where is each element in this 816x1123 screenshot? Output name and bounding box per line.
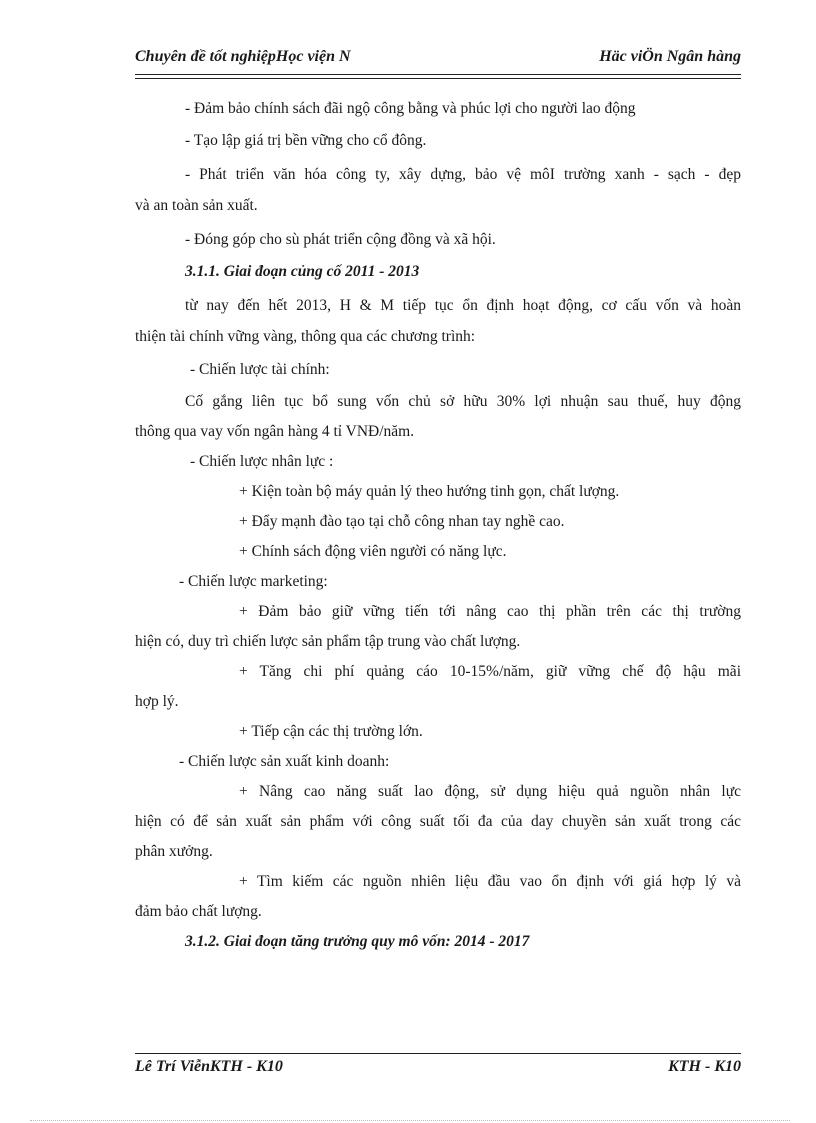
list-item: + Kiện toàn bộ máy quản lý theo hướng tinh gọn, chất lượng. [239, 483, 620, 500]
page-header [135, 48, 741, 66]
paragraph-line: phân xưởng. [135, 843, 213, 860]
list-item: + Đẩy mạnh đào tạo tại chỗ công nhan tay nghề cao. [239, 513, 565, 530]
header-rule [135, 74, 741, 79]
list-heading: - Chiến lược marketing: [179, 573, 328, 590]
paragraph-line: và an toàn sản xuất. [135, 197, 258, 214]
header-left: Chuyên đề tốt nghiệpHọc viện N [135, 48, 351, 65]
paragraph-line: - Đảm bảo chính sách đãi ngộ công bằng và phúc lợi cho người lao động [185, 100, 636, 117]
paragraph-line: hợp lý. [135, 693, 179, 710]
list-heading: - Chiến lược nhân lực : [190, 453, 334, 470]
list-item: + Chính sách động viên người có năng lực. [239, 543, 507, 560]
page-footer [135, 1058, 741, 1076]
list-heading: - Chiến lược sản xuất kinh doanh: [179, 753, 390, 770]
section-heading: 3.1.1. Giai đoạn củng cố 2011 - 2013 [185, 263, 420, 280]
list-item: + Đảm bảo giữ vững tiến tới nâng cao thị phần trên các thị trường [239, 603, 741, 620]
page-bottom-border [30, 1120, 790, 1121]
footer-right: KTH - K10 [668, 1058, 741, 1075]
footer-left: Lê Trí ViễnKTH - K10 [135, 1058, 283, 1075]
paragraph-line: từ nay đến hết 2013, H & M tiếp tục ổn định hoạt động, cơ cấu vốn và hoàn [185, 297, 741, 314]
paragraph-line: Cố gắng liên tục bổ sung vốn chủ sở hữu 30% lợi nhuận sau thuế, huy động [185, 393, 741, 410]
footer-rule [135, 1053, 741, 1054]
list-item: + Tăng chi phí quảng cáo 10-15%/năm, giữ vững chế độ hậu mãi [239, 663, 741, 680]
paragraph-line: thông qua vay vốn ngân hàng 4 tỉ VNĐ/năm. [135, 423, 415, 440]
paragraph-line: đảm bảo chất lượng. [135, 903, 262, 920]
list-heading: - Chiến lược tài chính: [190, 361, 330, 378]
list-item: + Tiếp cận các thị trường lớn. [239, 723, 423, 740]
paragraph-line: hiện có, duy trì chiến lược sản phẩm tập trung vào chất lượng. [135, 633, 521, 650]
paragraph-line: - Tạo lập giá trị bền vững cho cổ đông. [185, 132, 427, 149]
paragraph-line: - Phát triển văn hóa công ty, xây dựng, bảo vệ môI trường xanh - sạch - đẹp [185, 166, 741, 183]
list-item: + Tìm kiếm các nguồn nhiên liệu đầu vao ổn định với giá hợp lý và [239, 873, 741, 890]
section-heading: 3.1.2. Giai đoạn tăng trưởng quy mô vốn: 2014 - 2017 [185, 933, 530, 950]
list-item: + Nâng cao năng suất lao động, sử dụng hiệu quả nguồn nhân lực [239, 783, 741, 800]
header-right: Häc viÖn Ngân hàng [599, 48, 741, 65]
paragraph-line: - Đóng góp cho sù phát triển cộng đồng và xã hội. [185, 231, 496, 248]
paragraph-line: thiện tài chính vững vàng, thông qua các chương trình: [135, 328, 476, 345]
paragraph-line: hiện có để sản xuất sản phẩm với công suất tối đa của day chuyền sản xuất trong các [135, 813, 741, 830]
